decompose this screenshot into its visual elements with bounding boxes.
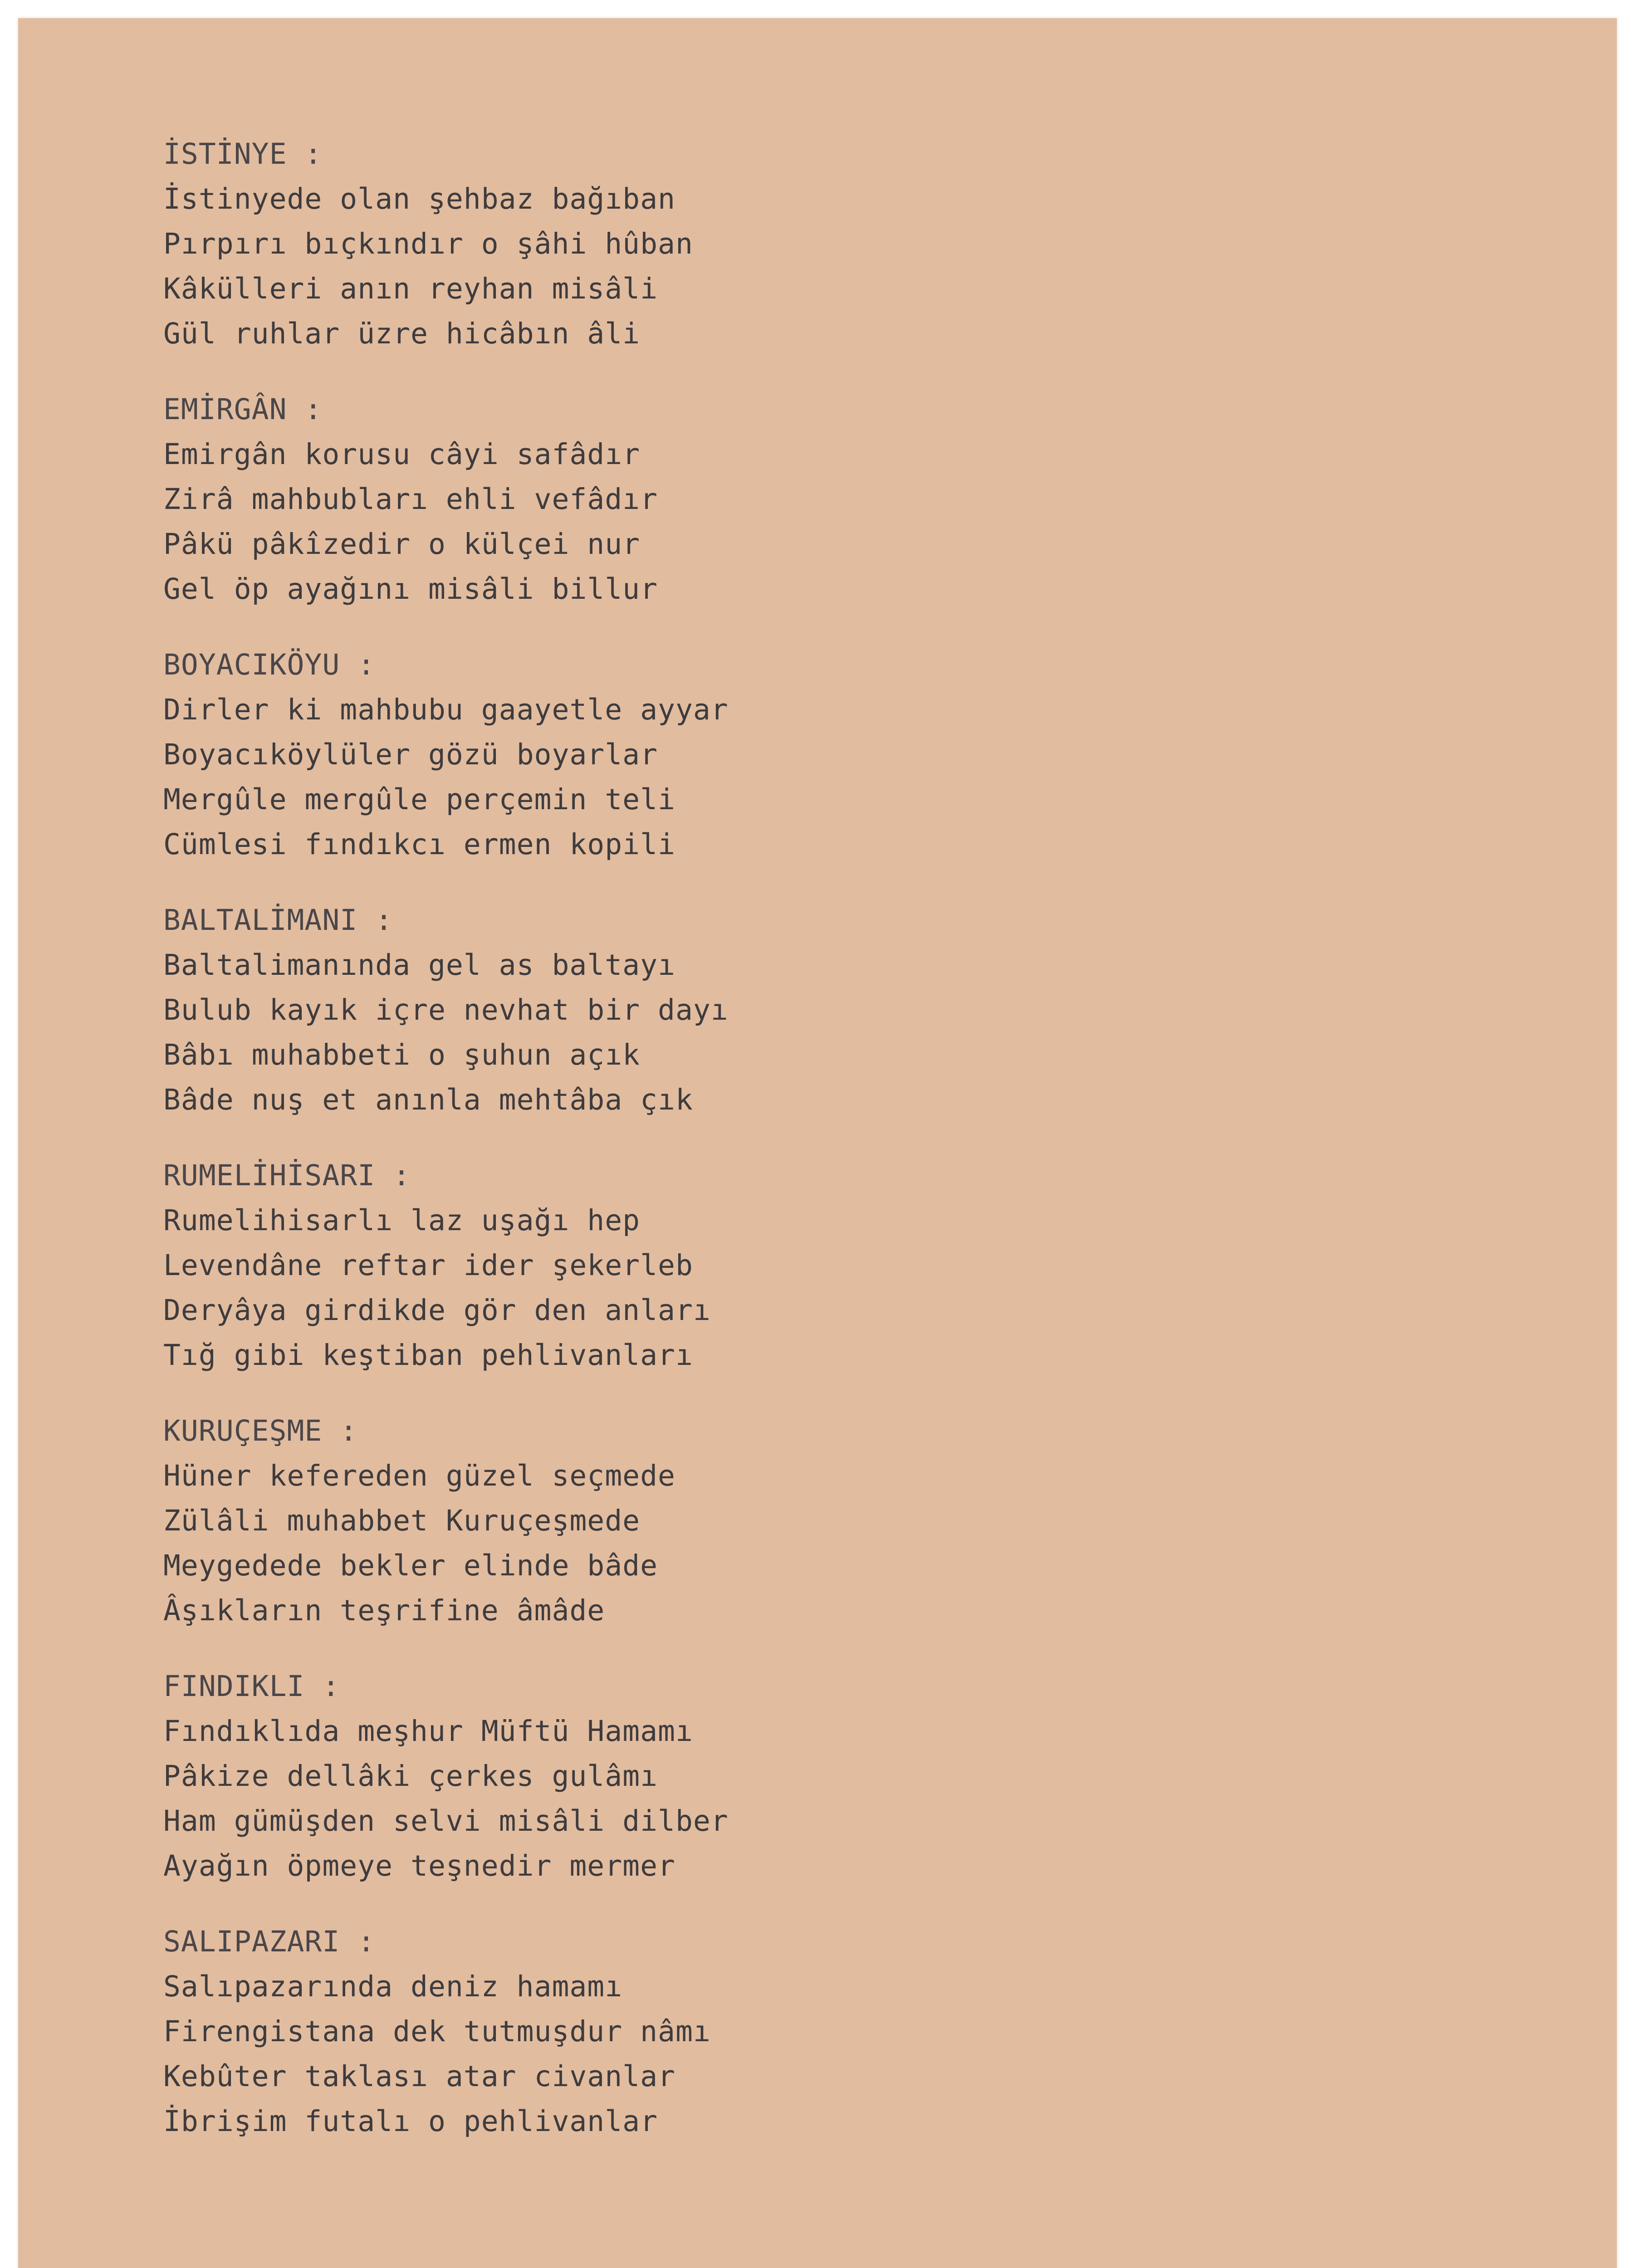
poem-body xyxy=(163,132,844,2175)
stanza-heading: BOYACIKÖYU : xyxy=(163,648,376,681)
verse-line: Pâkü pâkîzedir o külçei nur xyxy=(163,528,641,561)
stanza-findikli xyxy=(163,1664,844,1888)
stanza-baltalimani xyxy=(163,898,844,1122)
stanza-heading: KURUÇEŞME : xyxy=(163,1414,358,1447)
verse-line: Bulub kayık içre nevhat bir dayı xyxy=(163,993,729,1026)
stanza-heading: FINDIKLI : xyxy=(163,1670,340,1703)
verse-line: İstinyede olan şehbaz bağıban xyxy=(163,182,676,215)
stanza-heading: SALIPAZARI : xyxy=(163,1925,376,1958)
stanza-boyacikoyu xyxy=(163,642,844,867)
verse-line: Ham gümüşden selvi misâli dilber xyxy=(163,1804,729,1838)
verse-line: Cümlesi fındıkcı ermen kopili xyxy=(163,828,676,861)
stanza-salipazari xyxy=(163,1919,844,2144)
verse-line: Bâbı muhabbeti o şuhun açık xyxy=(163,1038,641,1071)
verse-line: Zirâ mahbubları ehli vefâdır xyxy=(163,483,658,516)
verse-line: Fındıklıda meşhur Müftü Hamamı xyxy=(163,1715,693,1748)
stanza-heading: İSTİNYE : xyxy=(163,137,323,171)
stanza-heading: RUMELİHİSARI : xyxy=(163,1159,411,1192)
stanza-heading: EMİRGÂN : xyxy=(163,393,323,426)
verse-line: Ayağın öpmeye teşnedir mermer xyxy=(163,1849,676,1882)
verse-line: Gül ruhlar üzre hicâbın âli xyxy=(163,317,641,350)
verse-line: Kâkülleri anın reyhan misâli xyxy=(163,272,658,305)
verse-line: Deryâya girdikde gör den anları xyxy=(163,1294,711,1327)
verse-line: Kebûter taklası atar civanlar xyxy=(163,2060,676,2093)
verse-line: İbrişim futalı o pehlivanlar xyxy=(163,2105,658,2138)
verse-line: Boyacıköylüler gözü boyarlar xyxy=(163,738,658,771)
stanza-istinye xyxy=(163,132,844,356)
verse-line: Mergûle mergûle perçemin teli xyxy=(163,783,676,816)
stanza-rumelihisari xyxy=(163,1153,844,1378)
verse-line: Tığ gibi keştiban pehlivanları xyxy=(163,1339,693,1372)
verse-line: Firengistana dek tutmuşdur nâmı xyxy=(163,2015,711,2048)
verse-line: Gel öp ayağını misâli billur xyxy=(163,572,658,606)
verse-line: Âşıkların teşrifine âmâde xyxy=(163,1594,605,1627)
verse-line: Baltalimanında gel as baltayı xyxy=(163,948,676,982)
verse-line: Hüner kefereden güzel seçmede xyxy=(163,1459,676,1492)
verse-line: Levendâne reftar ider şekerleb xyxy=(163,1249,693,1282)
verse-line: Pâkize dellâki çerkes gulâmı xyxy=(163,1760,658,1793)
verse-line: Meygedede bekler elinde bâde xyxy=(163,1549,658,1582)
verse-line: Dirler ki mahbubu gaayetle ayyar xyxy=(163,693,729,726)
stanza-heading: BALTALİMANI : xyxy=(163,904,393,937)
verse-line: Emirgân korusu câyi safâdır xyxy=(163,438,641,471)
verse-line: Zülâli muhabbet Kuruçeşmede xyxy=(163,1504,641,1537)
stanza-emirgan xyxy=(163,387,844,611)
verse-line: Rumelihisarlı laz uşağı hep xyxy=(163,1204,641,1237)
typed-page xyxy=(18,18,1617,2268)
verse-line: Bâde nuş et anınla mehtâba çık xyxy=(163,1083,693,1116)
verse-line: Pırpırı bıçkındır o şâhi hûban xyxy=(163,227,693,260)
verse-line: Salıpazarında deniz hamamı xyxy=(163,1970,623,2003)
stanza-kurucesme xyxy=(163,1408,844,1633)
